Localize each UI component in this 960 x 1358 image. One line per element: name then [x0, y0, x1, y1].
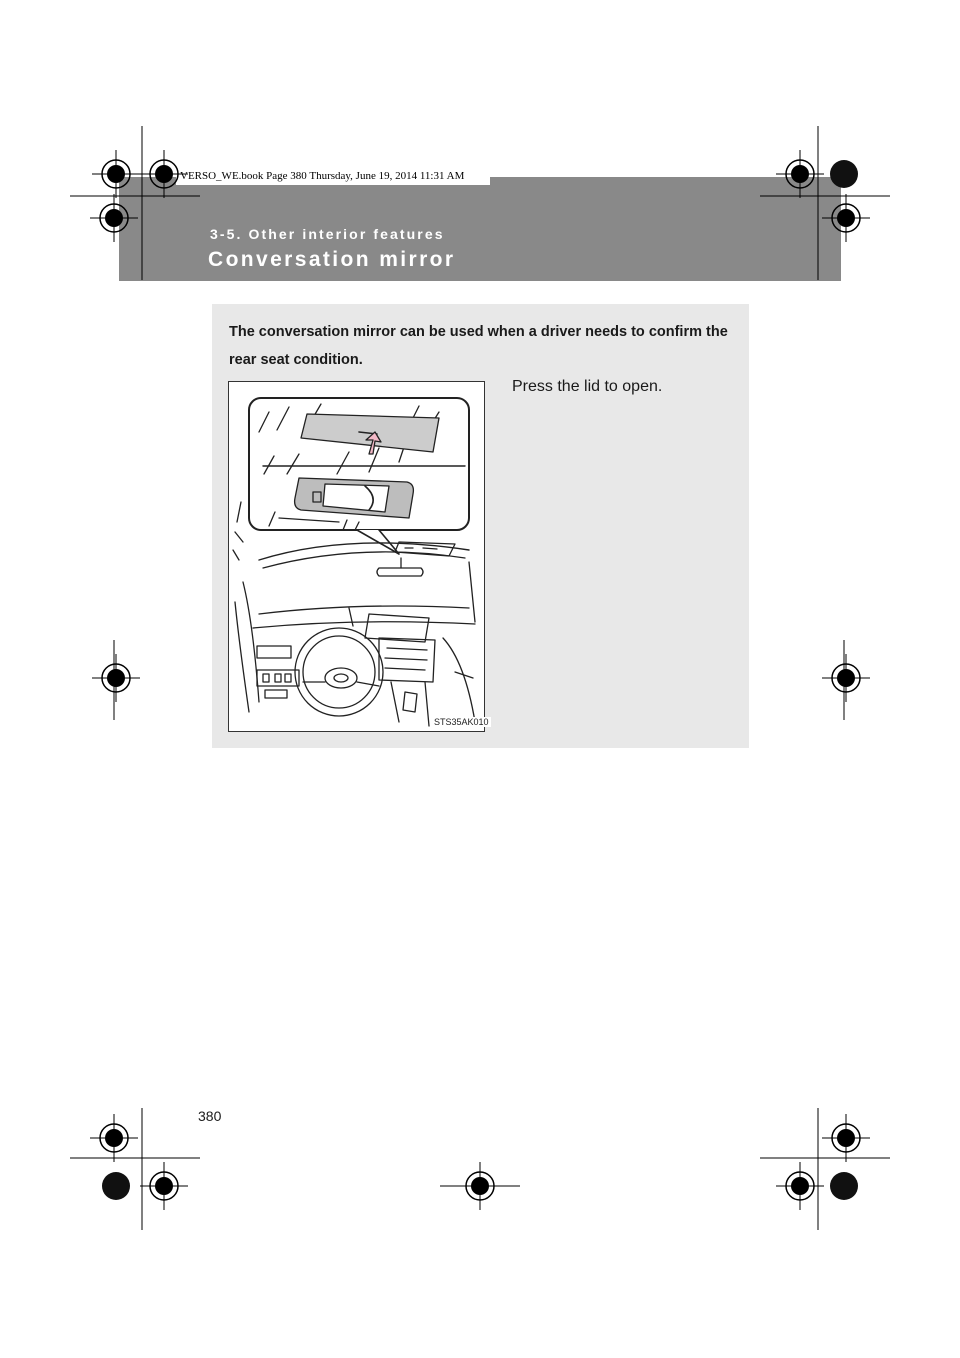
step-text: Press the lid to open.: [512, 378, 663, 395]
intro-text: The conversation mirror can be used when a driver needs to confirm the rear seat condition.: [229, 324, 728, 368]
section-label: 3-5. Other interior features: [210, 226, 445, 242]
book-stamp: VERSO_WE.book Page 380 Thursday, June 19, 2014 11:31 AM: [176, 167, 490, 185]
figure-code: STS35AK010: [434, 717, 489, 727]
page-title: Conversation mirror: [208, 248, 456, 271]
page-number: 380: [198, 1108, 222, 1124]
